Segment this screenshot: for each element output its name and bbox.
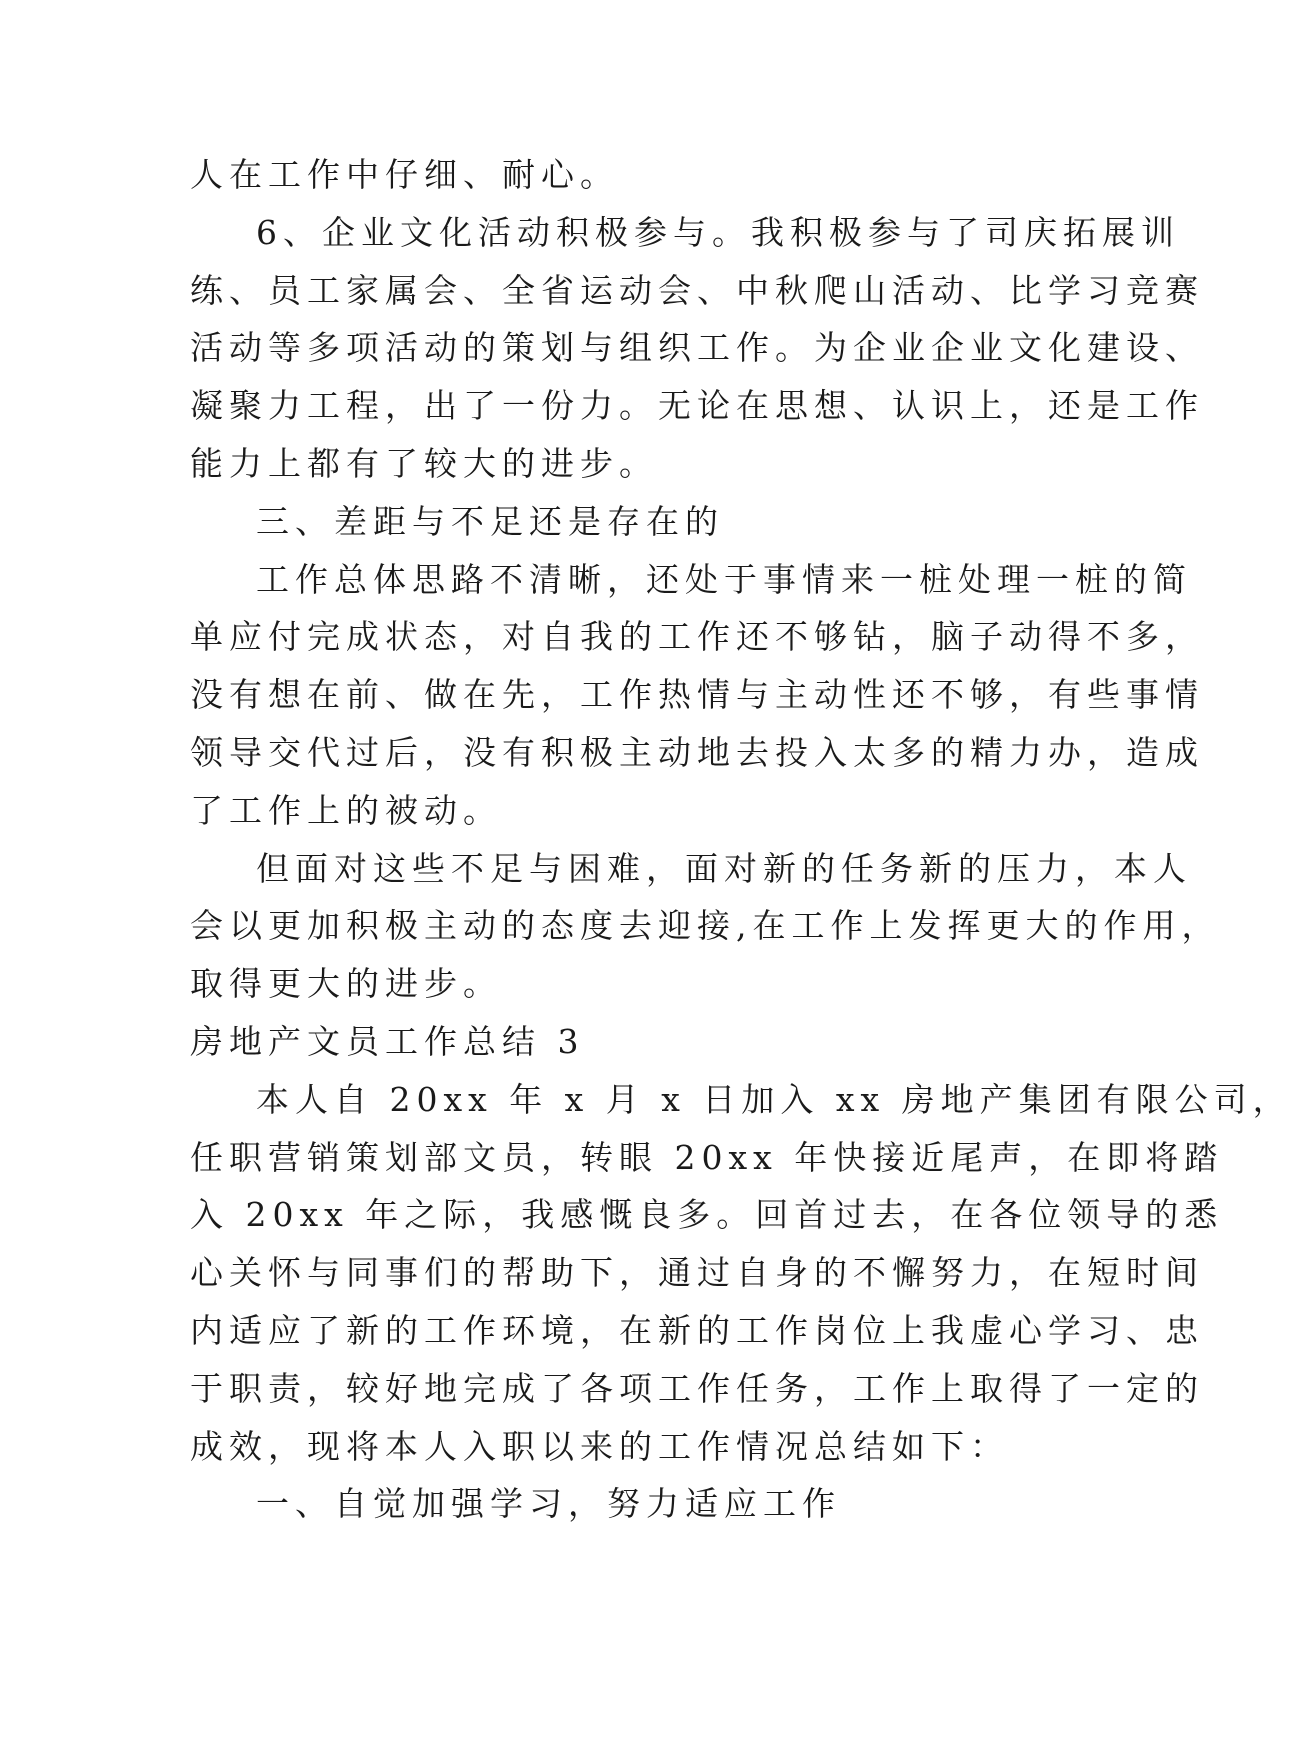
text-line: 入 20xx 年之际，我感慨良多。回首过去，在各位领导的悉 (190, 1195, 1224, 1235)
text-line: 内适应了新的工作环境，在新的工作岗位上我虚心学习、忠 (190, 1310, 1204, 1350)
text-line: 心关怀与同事们的帮助下，通过自身的不懈努力，在短时间 (190, 1253, 1204, 1293)
text-line: 6、企业文化活动积极参与。我积极参与了司庆拓展训 (256, 212, 1180, 252)
text-line: 本人自 20xx 年 x 月 x 日加入 xx 房地产集团有限公司， (256, 1079, 1292, 1119)
text-line: 单应付完成状态，对自我的工作还不够钻，脑子动得不多， (190, 617, 1204, 657)
text-line: 于职责，较好地完成了各项工作任务，工作上取得了一定的 (190, 1368, 1204, 1408)
document-page (190, 146, 1292, 1533)
text-line: 但面对这些不足与困难，面对新的任务新的压力，本人 (256, 848, 1192, 888)
text-line: 任职营销策划部文员，转眼 20xx 年快接近尾声，在即将踏 (190, 1137, 1224, 1177)
section-heading: 三、差距与不足还是存在的 (256, 501, 724, 541)
section-heading: 一、自觉加强学习，努力适应工作 (256, 1484, 841, 1524)
text-line: 会以更加积极主动的态度去迎接,在工作上发挥更大的作用， (190, 906, 1221, 946)
text-line: 能力上都有了较大的进步。 (190, 443, 658, 483)
text-line: 凝聚力工程，出了一份力。无论在思想、认识上，还是工作 (190, 386, 1204, 426)
text-line: 成效，现将本人入职以来的工作情况总结如下： (190, 1426, 1009, 1466)
text-line: 了工作上的被动。 (190, 790, 502, 830)
document-title: 房地产文员工作总结 3 (190, 1021, 585, 1061)
text-line: 领导交代过后，没有积极主动地去投入太多的精力办，造成 (190, 732, 1204, 772)
text-line: 练、员工家属会、全省运动会、中秋爬山活动、比学习竞赛 (190, 270, 1204, 310)
text-line: 取得更大的进步。 (190, 964, 502, 1004)
text-line: 人在工作中仔细、耐心。 (190, 155, 619, 194)
text-line: 活动等多项活动的策划与组织工作。为企业企业文化建设、 (190, 328, 1204, 368)
text-line: 工作总体思路不清晰，还处于事情来一桩处理一桩的简 (256, 559, 1192, 599)
text-line: 没有想在前、做在先，工作热情与主动性还不够，有些事情 (190, 675, 1204, 715)
